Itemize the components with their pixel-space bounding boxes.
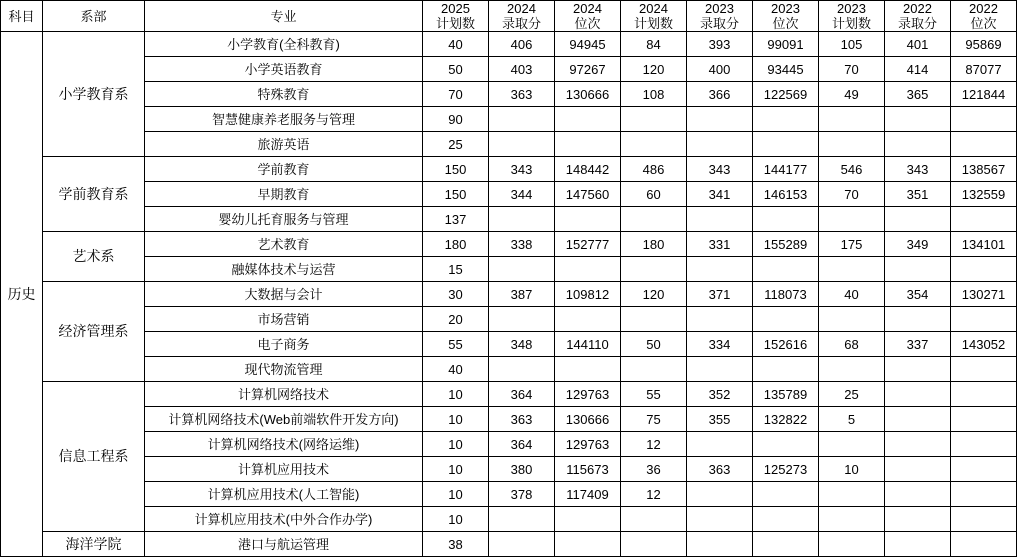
- value-cell-c2023score: [687, 257, 753, 282]
- value-cell-c2025plan: 10: [423, 407, 489, 432]
- value-cell-c2022rank: [951, 107, 1017, 132]
- value-cell-c2024rank: [555, 532, 621, 557]
- major-cell: 艺术教育: [145, 232, 423, 257]
- table-row: [1, 357, 1017, 382]
- value-cell-c2024rank: [555, 257, 621, 282]
- value-cell-c2023plan: [819, 107, 885, 132]
- value-cell-c2024plan: [621, 207, 687, 232]
- value-cell-c2024score: [489, 307, 555, 332]
- department-cell: 经济管理系: [43, 282, 145, 382]
- value-cell-c2023plan: 68: [819, 332, 885, 357]
- table-header-row: [1, 1, 1017, 32]
- value-cell-c2023score: 343: [687, 157, 753, 182]
- department-cell: 艺术系: [43, 232, 145, 282]
- value-cell-c2023rank: 132822: [753, 407, 819, 432]
- value-cell-c2022score: [885, 407, 951, 432]
- value-cell-c2022rank: 143052: [951, 332, 1017, 357]
- value-cell-c2024rank: 117409: [555, 482, 621, 507]
- value-cell-c2025plan: 38: [423, 532, 489, 557]
- value-cell-c2024rank: 130666: [555, 407, 621, 432]
- value-cell-c2023rank: [753, 432, 819, 457]
- value-cell-c2025plan: 180: [423, 232, 489, 257]
- value-cell-c2022rank: [951, 507, 1017, 532]
- table-row: [1, 407, 1017, 432]
- value-cell-c2024rank: [555, 307, 621, 332]
- column-header-line1: 2023: [837, 1, 866, 16]
- value-cell-c2023rank: 135789: [753, 382, 819, 407]
- value-cell-c2022score: [885, 107, 951, 132]
- value-cell-c2024plan: 55: [621, 382, 687, 407]
- value-cell-c2023plan: [819, 132, 885, 157]
- table-row: [1, 307, 1017, 332]
- value-cell-c2024score: [489, 207, 555, 232]
- column-header-line1: 科目: [8, 8, 35, 24]
- value-cell-c2025plan: 150: [423, 182, 489, 207]
- value-cell-c2022score: [885, 307, 951, 332]
- major-cell: 港口与航运管理: [145, 532, 423, 557]
- value-cell-c2024plan: 120: [621, 282, 687, 307]
- value-cell-c2024plan: 36: [621, 457, 687, 482]
- value-cell-c2024plan: 50: [621, 332, 687, 357]
- value-cell-c2024plan: [621, 357, 687, 382]
- value-cell-c2022rank: [951, 307, 1017, 332]
- table-row: [1, 57, 1017, 82]
- value-cell-c2024score: 344: [489, 182, 555, 207]
- major-cell: 计算机网络技术(网络运维): [145, 432, 423, 457]
- table-row: [1, 182, 1017, 207]
- value-cell-c2023rank: 99091: [753, 32, 819, 57]
- value-cell-c2023rank: [753, 532, 819, 557]
- value-cell-c2022rank: 87077: [951, 57, 1017, 82]
- value-cell-c2023rank: 146153: [753, 182, 819, 207]
- value-cell-c2024rank: 152777: [555, 232, 621, 257]
- value-cell-c2024rank: 130666: [555, 82, 621, 107]
- value-cell-c2025plan: 50: [423, 57, 489, 82]
- table-row: [1, 482, 1017, 507]
- value-cell-c2022score: 349: [885, 232, 951, 257]
- value-cell-c2022rank: 132559: [951, 182, 1017, 207]
- major-cell: 计算机应用技术(人工智能): [145, 482, 423, 507]
- value-cell-c2023plan: 70: [819, 57, 885, 82]
- value-cell-c2025plan: 150: [423, 157, 489, 182]
- column-header-line2: 位次: [970, 16, 997, 31]
- value-cell-c2024plan: 12: [621, 432, 687, 457]
- value-cell-c2025plan: 30: [423, 282, 489, 307]
- value-cell-c2024score: 378: [489, 482, 555, 507]
- table-row: [1, 432, 1017, 457]
- table-row: [1, 257, 1017, 282]
- value-cell-c2022score: [885, 482, 951, 507]
- major-cell: 融媒体技术与运营: [145, 257, 423, 282]
- value-cell-c2023plan: [819, 357, 885, 382]
- value-cell-c2023plan: [819, 482, 885, 507]
- column-header-line1: 2023: [705, 1, 734, 16]
- value-cell-c2023score: [687, 132, 753, 157]
- value-cell-c2023plan: 546: [819, 157, 885, 182]
- value-cell-c2024rank: 129763: [555, 382, 621, 407]
- value-cell-c2022score: [885, 507, 951, 532]
- table-row: [1, 82, 1017, 107]
- value-cell-c2024plan: 60: [621, 182, 687, 207]
- column-header-c2022rank: [951, 1, 1017, 32]
- value-cell-c2022rank: 95869: [951, 32, 1017, 57]
- value-cell-c2023plan: [819, 507, 885, 532]
- value-cell-c2024rank: [555, 132, 621, 157]
- value-cell-c2022rank: [951, 357, 1017, 382]
- column-header-line1: 系部: [80, 8, 107, 24]
- major-cell: 现代物流管理: [145, 357, 423, 382]
- table-row: [1, 532, 1017, 557]
- major-cell: 特殊教育: [145, 82, 423, 107]
- value-cell-c2024score: 364: [489, 382, 555, 407]
- value-cell-c2024rank: 97267: [555, 57, 621, 82]
- value-cell-c2024score: 363: [489, 407, 555, 432]
- department-cell: 信息工程系: [43, 382, 145, 532]
- value-cell-c2025plan: 137: [423, 207, 489, 232]
- value-cell-c2023plan: [819, 307, 885, 332]
- value-cell-c2023plan: 10: [819, 457, 885, 482]
- department-cell: 学前教育系: [43, 157, 145, 232]
- value-cell-c2022rank: [951, 432, 1017, 457]
- value-cell-c2024plan: 108: [621, 82, 687, 107]
- value-cell-c2022score: 351: [885, 182, 951, 207]
- column-header-line1: 专业: [270, 8, 297, 24]
- value-cell-c2023score: 352: [687, 382, 753, 407]
- value-cell-c2023score: 331: [687, 232, 753, 257]
- value-cell-c2024plan: 180: [621, 232, 687, 257]
- value-cell-c2024score: 363: [489, 82, 555, 107]
- value-cell-c2023score: 363: [687, 457, 753, 482]
- table-row: [1, 107, 1017, 132]
- column-header-c2023rank: [753, 1, 819, 32]
- column-header-line2: 位次: [772, 16, 799, 31]
- value-cell-c2022score: 343: [885, 157, 951, 182]
- value-cell-c2023rank: [753, 357, 819, 382]
- column-header-line1: 2024: [639, 1, 668, 16]
- column-header-c2025plan: [423, 1, 489, 32]
- value-cell-c2023score: 366: [687, 82, 753, 107]
- value-cell-c2024score: [489, 132, 555, 157]
- value-cell-c2024plan: [621, 532, 687, 557]
- value-cell-c2023score: 393: [687, 32, 753, 57]
- major-cell: 大数据与会计: [145, 282, 423, 307]
- value-cell-c2024score: 348: [489, 332, 555, 357]
- major-cell: 婴幼儿托育服务与管理: [145, 207, 423, 232]
- table-row: [1, 157, 1017, 182]
- major-cell: 电子商务: [145, 332, 423, 357]
- value-cell-c2025plan: 10: [423, 457, 489, 482]
- value-cell-c2022rank: [951, 207, 1017, 232]
- value-cell-c2023plan: [819, 257, 885, 282]
- value-cell-c2024rank: [555, 507, 621, 532]
- value-cell-c2025plan: 10: [423, 432, 489, 457]
- value-cell-c2024plan: [621, 107, 687, 132]
- value-cell-c2024rank: 94945: [555, 32, 621, 57]
- value-cell-c2023plan: 25: [819, 382, 885, 407]
- value-cell-c2023rank: 125273: [753, 457, 819, 482]
- value-cell-c2024score: [489, 507, 555, 532]
- value-cell-c2024score: 380: [489, 457, 555, 482]
- value-cell-c2022rank: 134101: [951, 232, 1017, 257]
- column-header-line2: 录取分: [699, 16, 739, 31]
- value-cell-c2022rank: [951, 407, 1017, 432]
- value-cell-c2023score: [687, 432, 753, 457]
- value-cell-c2025plan: 10: [423, 482, 489, 507]
- value-cell-c2022score: 401: [885, 32, 951, 57]
- table-row: [1, 507, 1017, 532]
- value-cell-c2022score: 414: [885, 57, 951, 82]
- value-cell-c2023rank: 144177: [753, 157, 819, 182]
- column-header-line2: 计划数: [633, 16, 673, 31]
- column-header-line2: 计划数: [435, 16, 475, 31]
- value-cell-c2023rank: [753, 507, 819, 532]
- value-cell-c2024score: [489, 357, 555, 382]
- value-cell-c2025plan: 40: [423, 357, 489, 382]
- value-cell-c2025plan: 15: [423, 257, 489, 282]
- value-cell-c2023score: [687, 107, 753, 132]
- column-header-subject: [1, 1, 43, 32]
- value-cell-c2023rank: 93445: [753, 57, 819, 82]
- value-cell-c2022score: [885, 207, 951, 232]
- major-cell: 学前教育: [145, 157, 423, 182]
- value-cell-c2023score: 334: [687, 332, 753, 357]
- value-cell-c2023plan: [819, 432, 885, 457]
- column-header-major: [145, 1, 423, 32]
- value-cell-c2023score: 341: [687, 182, 753, 207]
- value-cell-c2024plan: 12: [621, 482, 687, 507]
- value-cell-c2022score: 354: [885, 282, 951, 307]
- table-row: [1, 32, 1017, 57]
- column-header-c2022score: [885, 1, 951, 32]
- value-cell-c2024rank: [555, 107, 621, 132]
- column-header-line1: 2025: [441, 1, 470, 16]
- value-cell-c2023plan: [819, 207, 885, 232]
- table-body: [1, 1, 1017, 557]
- table-row: [1, 132, 1017, 157]
- value-cell-c2023score: [687, 307, 753, 332]
- value-cell-c2022rank: 138567: [951, 157, 1017, 182]
- value-cell-c2024score: 364: [489, 432, 555, 457]
- major-cell: 小学教育(全科教育): [145, 32, 423, 57]
- value-cell-c2022score: [885, 432, 951, 457]
- value-cell-c2023rank: [753, 107, 819, 132]
- value-cell-c2023rank: [753, 482, 819, 507]
- value-cell-c2025plan: 10: [423, 507, 489, 532]
- value-cell-c2025plan: 70: [423, 82, 489, 107]
- column-header-c2024score: [489, 1, 555, 32]
- value-cell-c2025plan: 10: [423, 382, 489, 407]
- value-cell-c2025plan: 40: [423, 32, 489, 57]
- value-cell-c2022rank: [951, 132, 1017, 157]
- column-header-c2023plan: [819, 1, 885, 32]
- column-header-line1: 2024: [573, 1, 602, 16]
- value-cell-c2024rank: 129763: [555, 432, 621, 457]
- table-row: [1, 382, 1017, 407]
- table-row: [1, 207, 1017, 232]
- department-cell: 小学教育系: [43, 32, 145, 157]
- value-cell-c2023rank: 152616: [753, 332, 819, 357]
- value-cell-c2024plan: [621, 307, 687, 332]
- value-cell-c2024plan: 486: [621, 157, 687, 182]
- value-cell-c2022rank: [951, 482, 1017, 507]
- value-cell-c2022score: [885, 132, 951, 157]
- table-row: [1, 457, 1017, 482]
- value-cell-c2025plan: 90: [423, 107, 489, 132]
- value-cell-c2024rank: 147560: [555, 182, 621, 207]
- value-cell-c2024score: 343: [489, 157, 555, 182]
- value-cell-c2024rank: 148442: [555, 157, 621, 182]
- value-cell-c2024plan: 120: [621, 57, 687, 82]
- value-cell-c2022score: [885, 382, 951, 407]
- value-cell-c2024rank: [555, 207, 621, 232]
- major-cell: 计算机应用技术(中外合作办学): [145, 507, 423, 532]
- value-cell-c2024rank: 109812: [555, 282, 621, 307]
- column-header-line2: 录取分: [897, 16, 937, 31]
- column-header-line2: 计划数: [831, 16, 871, 31]
- value-cell-c2024score: 406: [489, 32, 555, 57]
- department-cell: 海洋学院: [43, 532, 145, 557]
- major-cell: 旅游英语: [145, 132, 423, 157]
- column-header-line1: 2022: [903, 1, 932, 16]
- value-cell-c2023score: [687, 482, 753, 507]
- value-cell-c2022rank: [951, 382, 1017, 407]
- value-cell-c2023rank: [753, 257, 819, 282]
- value-cell-c2023rank: [753, 207, 819, 232]
- value-cell-c2023score: [687, 357, 753, 382]
- value-cell-c2024plan: [621, 132, 687, 157]
- value-cell-c2022score: 365: [885, 82, 951, 107]
- value-cell-c2024plan: [621, 507, 687, 532]
- table-row: [1, 232, 1017, 257]
- value-cell-c2024plan: [621, 257, 687, 282]
- value-cell-c2023rank: [753, 307, 819, 332]
- value-cell-c2023score: 355: [687, 407, 753, 432]
- value-cell-c2023rank: [753, 132, 819, 157]
- value-cell-c2022rank: [951, 532, 1017, 557]
- value-cell-c2023plan: 105: [819, 32, 885, 57]
- value-cell-c2025plan: 25: [423, 132, 489, 157]
- value-cell-c2022score: [885, 457, 951, 482]
- value-cell-c2023plan: 5: [819, 407, 885, 432]
- column-header-c2023score: [687, 1, 753, 32]
- value-cell-c2024score: 403: [489, 57, 555, 82]
- value-cell-c2022rank: [951, 457, 1017, 482]
- value-cell-c2024plan: 75: [621, 407, 687, 432]
- value-cell-c2022score: [885, 257, 951, 282]
- value-cell-c2023score: [687, 507, 753, 532]
- major-cell: 市场营销: [145, 307, 423, 332]
- value-cell-c2023plan: 70: [819, 182, 885, 207]
- column-header-line2: 录取分: [501, 16, 541, 31]
- value-cell-c2023plan: [819, 532, 885, 557]
- column-header-c2024rank: [555, 1, 621, 32]
- major-cell: 计算机网络技术: [145, 382, 423, 407]
- column-header-line1: 2022: [969, 1, 998, 16]
- major-cell: 小学英语教育: [145, 57, 423, 82]
- value-cell-c2022rank: 130271: [951, 282, 1017, 307]
- value-cell-c2024rank: [555, 357, 621, 382]
- value-cell-c2024score: [489, 257, 555, 282]
- value-cell-c2024score: [489, 107, 555, 132]
- value-cell-c2023rank: 118073: [753, 282, 819, 307]
- value-cell-c2023plan: 40: [819, 282, 885, 307]
- value-cell-c2025plan: 55: [423, 332, 489, 357]
- major-cell: 智慧健康养老服务与管理: [145, 107, 423, 132]
- value-cell-c2024score: 338: [489, 232, 555, 257]
- value-cell-c2023rank: 122569: [753, 82, 819, 107]
- table-row: [1, 332, 1017, 357]
- value-cell-c2024rank: 115673: [555, 457, 621, 482]
- value-cell-c2023plan: 49: [819, 82, 885, 107]
- value-cell-c2023rank: 155289: [753, 232, 819, 257]
- subject-cell: 历史: [1, 32, 43, 557]
- value-cell-c2024rank: 144110: [555, 332, 621, 357]
- value-cell-c2023score: 400: [687, 57, 753, 82]
- value-cell-c2023score: 371: [687, 282, 753, 307]
- major-cell: 计算机应用技术: [145, 457, 423, 482]
- value-cell-c2022rank: [951, 257, 1017, 282]
- value-cell-c2022score: [885, 357, 951, 382]
- value-cell-c2024score: 387: [489, 282, 555, 307]
- value-cell-c2022score: [885, 532, 951, 557]
- column-header-dept: [43, 1, 145, 32]
- value-cell-c2023plan: 175: [819, 232, 885, 257]
- value-cell-c2024score: [489, 532, 555, 557]
- major-cell: 早期教育: [145, 182, 423, 207]
- value-cell-c2024plan: 84: [621, 32, 687, 57]
- value-cell-c2022score: 337: [885, 332, 951, 357]
- column-header-line1: 2023: [771, 1, 800, 16]
- value-cell-c2023score: [687, 207, 753, 232]
- column-header-line1: 2024: [507, 1, 536, 16]
- table-row: [1, 282, 1017, 307]
- value-cell-c2023score: [687, 532, 753, 557]
- major-cell: 计算机网络技术(Web前端软件开发方向): [145, 407, 423, 432]
- value-cell-c2025plan: 20: [423, 307, 489, 332]
- column-header-c2024plan: [621, 1, 687, 32]
- column-header-line2: 位次: [574, 16, 601, 31]
- value-cell-c2022rank: 121844: [951, 82, 1017, 107]
